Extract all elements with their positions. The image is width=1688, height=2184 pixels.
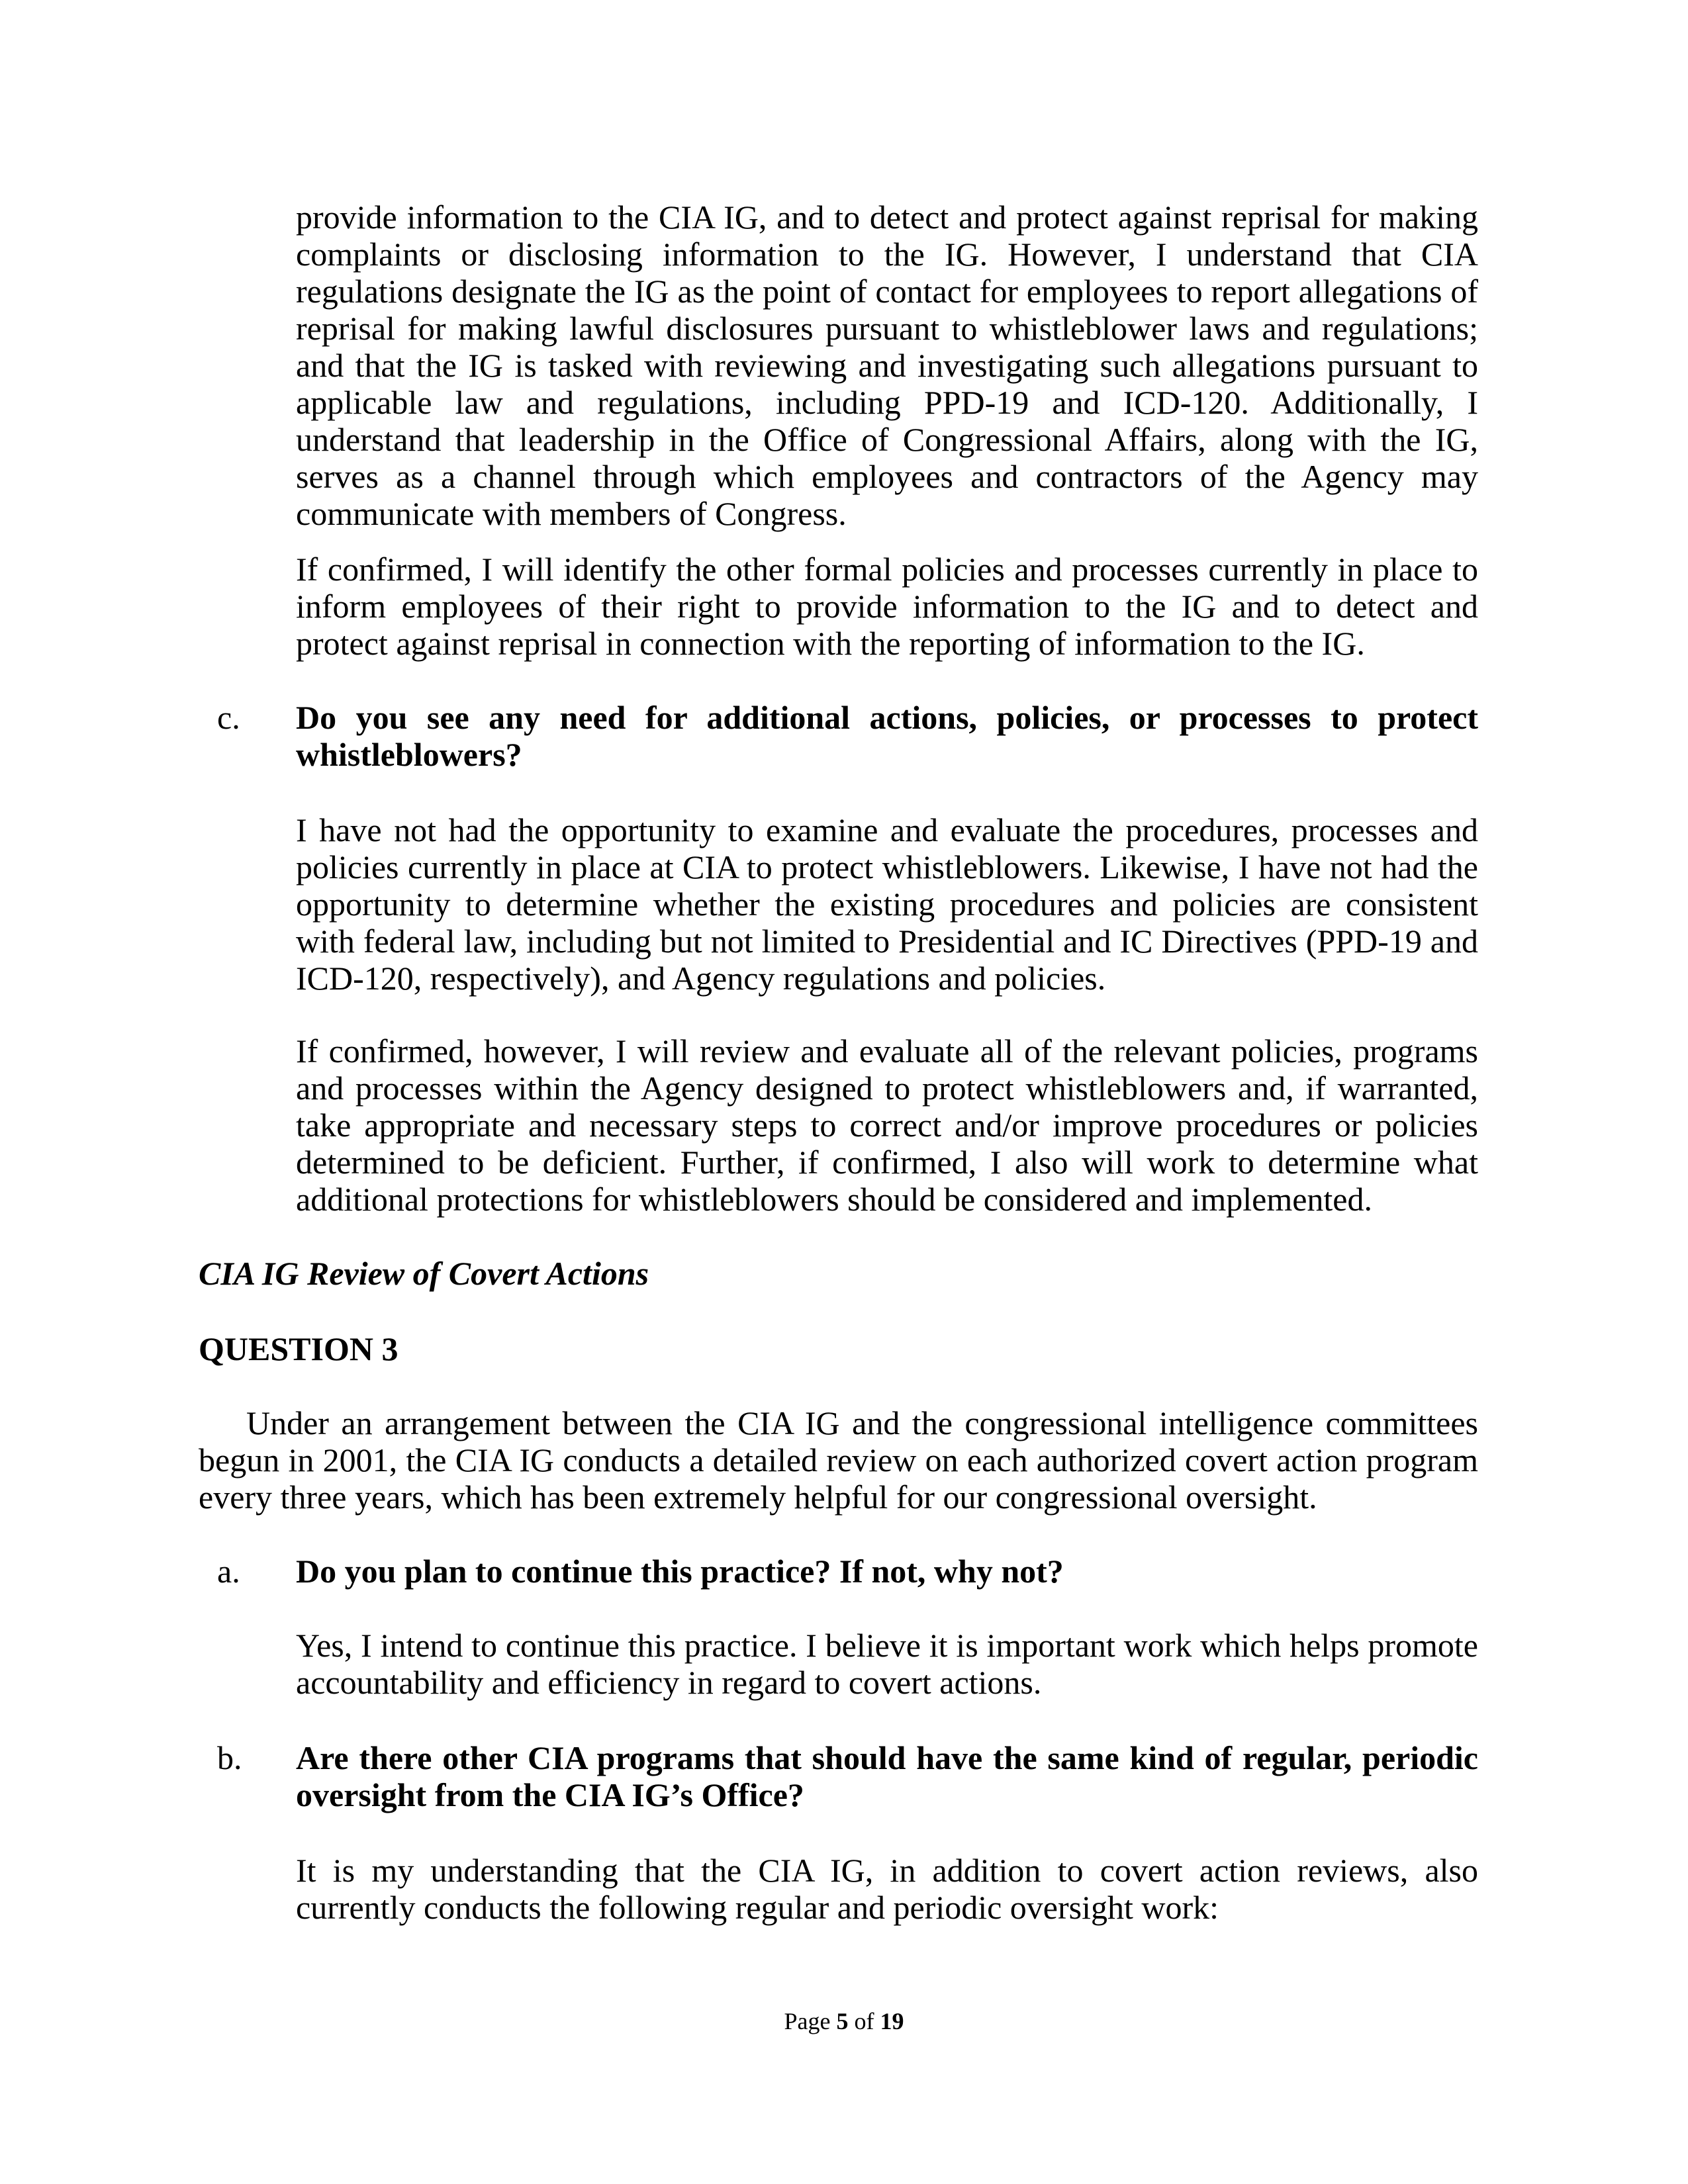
question-3b-label: b. <box>217 1739 242 1776</box>
question-2c-label: c. <box>217 699 240 736</box>
answer-2c-paragraph-1: I have not had the opportunity to examine and evaluate the procedures, processes and policies currently in place at CIA to protect whistleblowers. Likewise, I have not had the opportunity to determine whether the existing procedures and policies are consistent with federal law, including but not limited to Presidential and IC Directives (PPD-19 and ICD-120, respectively), and Agency regulations and policies. <box>296 811 1478 997</box>
paragraph-whistleblower-channels: provide information to the CIA IG, and to detect and protect against reprisal for making complaints or disclosing information to the IG. However, I understand that CIA regulations designate the IG as the point of contact for employees to report allegations of reprisal for making lawful disclosures pursuant to whistleblower laws and regulations; and that the IG is tasked with reviewing and investigating such allegations pursuant to applicable law and regulations, including PPD-19 and ICD-120. Additionally, I understand that leadership in the Office of Congressional Affairs, along with the IG, serves as a channel through which employees and contractors of the Agency may communicate with members of Congress. <box>296 199 1478 532</box>
page-current: 5 <box>836 2008 849 2034</box>
question-3-intro: Under an arrangement between the CIA IG and the congressional intelligence committees begun in 2001, the CIA IG conducts a detailed review on each authorized covert action program every three years, which has been extremely helpful for our congressional oversight. <box>199 1404 1478 1516</box>
question-3-heading: QUESTION 3 <box>199 1330 399 1367</box>
answer-3a: Yes, I intend to continue this practice. I believe it is important work which helps promote accountability and efficiency in regard to covert actions. <box>296 1627 1478 1701</box>
page-total: 19 <box>880 2008 904 2034</box>
section-heading-covert-actions: CIA IG Review of Covert Actions <box>199 1255 649 1292</box>
question-2c-text: Do you see any need for additional actions, policies, or processes to protect whistleblowers? <box>296 699 1478 773</box>
answer-3b: It is my understanding that the CIA IG, in addition to covert action reviews, also currently conducts the following regular and periodic oversight work: <box>296 1852 1478 1926</box>
answer-2c-paragraph-2: If confirmed, however, I will review and evaluate all of the relevant policies, programs and processes within the Agency designed to protect whistleblowers and, if warranted, take appropriate and necessary steps to correct and/or improve procedures or policies determined to be deficient. Further, if confirmed, I also will work to determine what additional protections for whistleblowers should be considered and implemented. <box>296 1032 1478 1218</box>
paragraph-identify-policies: If confirmed, I will identify the other formal policies and processes currently in place to inform employees of their right to provide information to the IG and to detect and protect against reprisal in connection with the reporting of information to the IG. <box>296 551 1478 662</box>
question-3a-text: Do you plan to continue this practice? If not, why not? <box>296 1553 1064 1590</box>
page-word: Page <box>784 2008 831 2034</box>
of-word: of <box>854 2008 880 2034</box>
question-3b-text: Are there other CIA programs that should have the same kind of regular, periodic oversight from the CIA IG’s Office? <box>296 1739 1478 1813</box>
question-3a-label: a. <box>217 1553 240 1590</box>
page-footer <box>0 2007 1688 2036</box>
